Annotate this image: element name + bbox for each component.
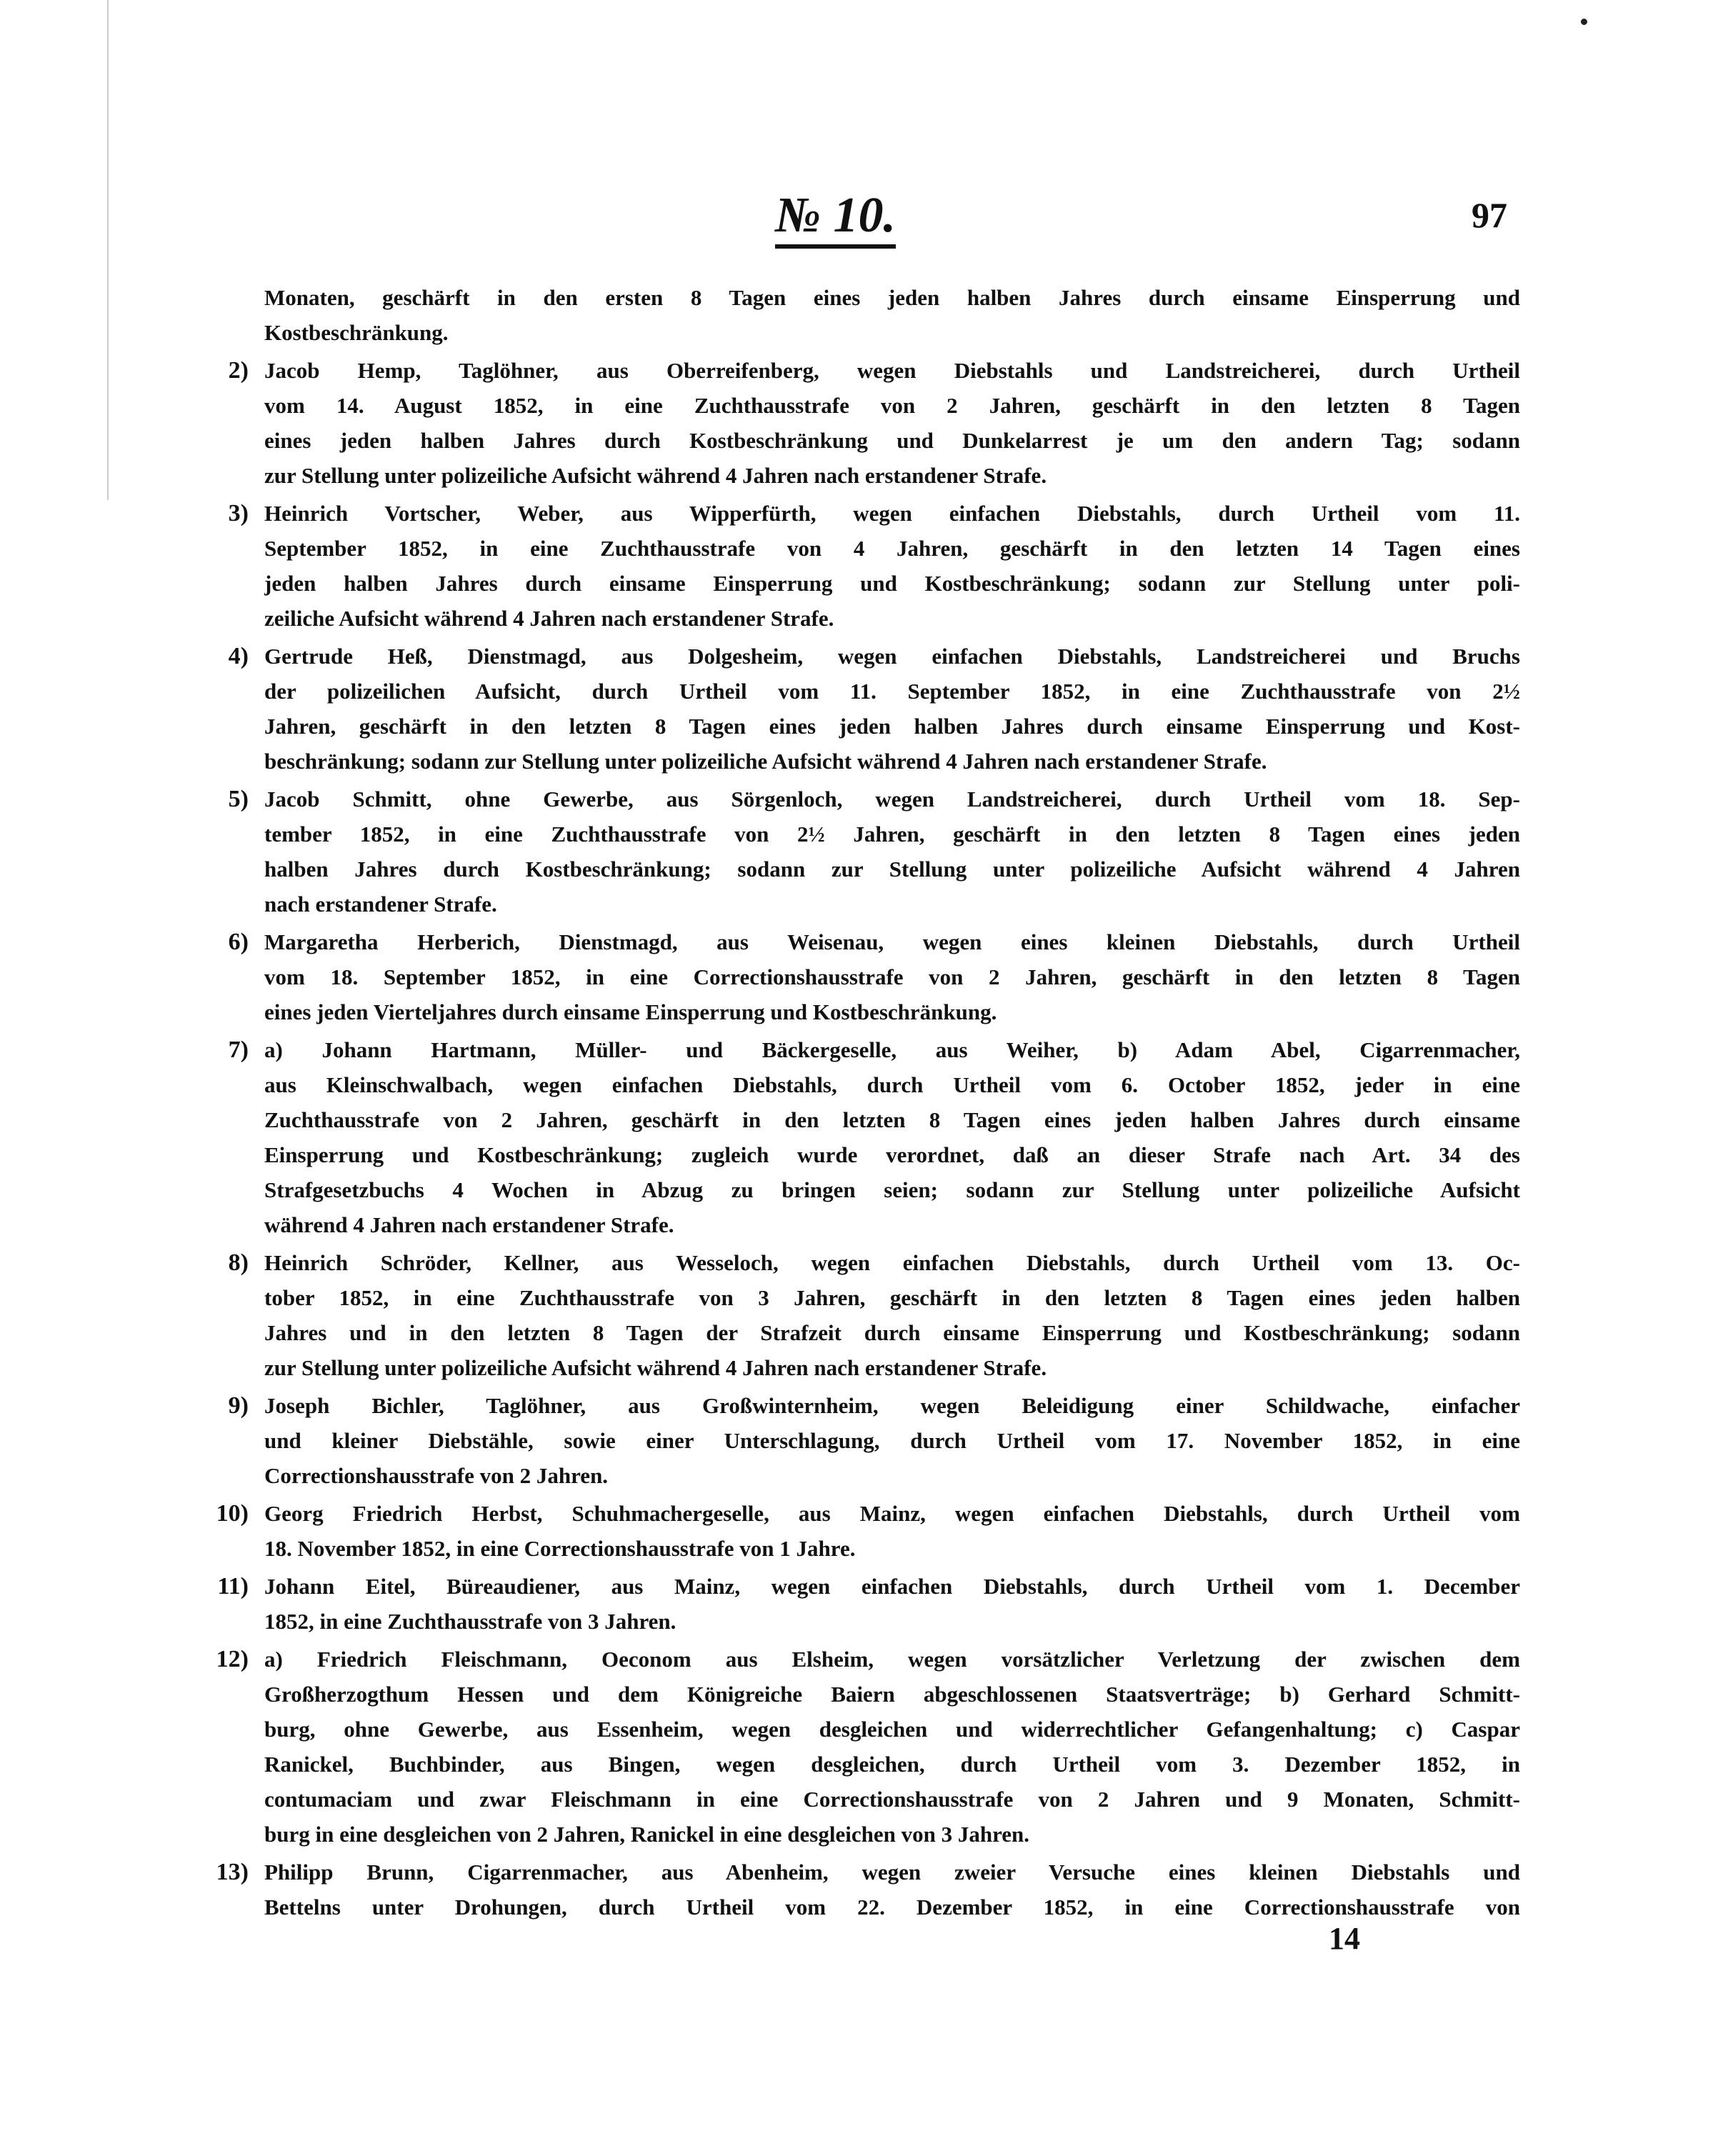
list-item: [186, 496, 1520, 636]
item-text: [264, 1496, 1520, 1566]
item-number: 12): [216, 1646, 249, 1672]
text-line: während 4 Jahren nach erstandener Strafe.: [264, 1212, 674, 1237]
text-line: Ranickel, Buchbinder, aus Bingen, wegen desgleichen, durch Urtheil vom 3. Dezember 1852, in: [264, 1752, 1520, 1777]
text-line: Correctionshausstrafe von 2 Jahren.: [264, 1463, 609, 1488]
text-line: Margaretha Herberich, Dienstmagd, aus Weisenau, wegen eines kleinen Diebstahls, durch Urtheil: [264, 929, 1520, 954]
text-line: 18. November 1852, in eine Correctionshausstrafe von 1 Jahre.: [264, 1536, 856, 1561]
text-line: Johann Eitel, Büreaudiener, aus Mainz, wegen einfachen Diebstahls, durch Urtheil vom 1. December: [264, 1574, 1520, 1599]
text-line: Joseph Bichler, Taglöhner, aus Großwinternheim, wegen Beleidigung einer Schildwache, einfacher: [264, 1393, 1520, 1418]
list-item: [186, 924, 1520, 1029]
text-line: contumaciam und zwar Fleischmann in eine Correctionshausstrafe von 2 Jahren und 9 Monaten, Schmitt-: [264, 1787, 1520, 1812]
item-text: [264, 1388, 1520, 1493]
page-number: 97: [1472, 195, 1507, 235]
text-line: Bettelns unter Drohungen, durch Urtheil vom 22. Dezember 1852, in eine Correctionshausstrafe von: [264, 1895, 1520, 1920]
text-line: tober 1852, in eine Zuchthausstrafe von 3 Jahren, geschärft in den letzten 8 Tagen eines jeden halben: [264, 1285, 1520, 1310]
signature-mark: 14: [1329, 1921, 1360, 1956]
text-line: nach erstandener Strafe.: [264, 892, 497, 917]
item-number: 7): [228, 1037, 249, 1063]
text-line: Strafgesetzbuchs 4 Wochen in Abzug zu bringen seien; sodann zur Stellung unter polizeiliche Aufsicht: [264, 1177, 1520, 1202]
item-number: 11): [217, 1573, 249, 1599]
item-text: [264, 1855, 1520, 1925]
text-line: burg in eine desgleichen von 2 Jahren, Ranickel in eine desgleichen von 3 Jahren.: [264, 1822, 1030, 1847]
text-line: Großherzogthum Hessen und dem Königreiche Baiern abgeschlossenen Staatsverträge; b) Gerhard Schmitt-: [264, 1682, 1520, 1707]
text-line: zur Stellung unter polizeiliche Aufsicht während 4 Jahren nach erstandener Strafe.: [264, 463, 1047, 488]
text-line: Jacob Hemp, Taglöhner, aus Oberreifenberg, wegen Diebstahls und Landstreicherei, durch Urtheil: [264, 358, 1520, 383]
text-line: September 1852, in eine Zuchthausstrafe von 4 Jahren, geschärft in den letzten 14 Tagen eines: [264, 536, 1520, 561]
item-text: [264, 1569, 1520, 1639]
text-line: zeiliche Aufsicht während 4 Jahren nach erstandener Strafe.: [264, 606, 834, 631]
text-line: eines jeden halben Jahres durch Kostbeschränkung und Dunkelarrest je um den andern Tag; sodann: [264, 428, 1520, 453]
item-text: [264, 782, 1520, 922]
text-line: Monaten, geschärft in den ersten 8 Tagen eines jeden halben Jahres durch einsame Einsperrung und: [264, 285, 1520, 310]
text-line: Jahres und in den letzten 8 Tagen der Strafzeit durch einsame Einsperrung und Kostbeschränkung; sodann: [264, 1320, 1520, 1345]
list-item: [186, 1855, 1520, 1925]
text-line: Jacob Schmitt, ohne Gewerbe, aus Sörgenloch, wegen Landstreicherei, durch Urtheil vom 18. Sep-: [264, 787, 1520, 812]
text-line: a) Johann Hartmann, Müller- und Bäckergeselle, aus Weiher, b) Adam Abel, Cigarrenmacher,: [264, 1037, 1520, 1062]
text-line: burg, ohne Gewerbe, aus Essenheim, wegen desgleichen und widerrechtlicher Gefangenhaltung; c) Caspar: [264, 1717, 1520, 1742]
item-number: 6): [228, 929, 249, 955]
issue-number: [775, 187, 896, 244]
list-item: [186, 280, 1520, 350]
list-item: [186, 1496, 1520, 1566]
item-text: [264, 1032, 1520, 1242]
item-number: 9): [228, 1392, 249, 1419]
list-item: [186, 1642, 1520, 1852]
text-line: Georg Friedrich Herbst, Schuhmachergeselle, aus Mainz, wegen einfachen Diebstahls, durch Urtheil vom: [264, 1501, 1520, 1526]
text-line: Heinrich Vortscher, Weber, aus Wipperfürth, wegen einfachen Diebstahls, durch Urtheil vom 11.: [264, 501, 1520, 526]
item-text: [264, 496, 1520, 636]
list-item: [186, 782, 1520, 922]
item-number: 3): [228, 500, 249, 526]
text-line: Kostbeschränkung.: [264, 320, 449, 345]
text-line: der polizeilichen Aufsicht, durch Urtheil vom 11. September 1852, in eine Zuchthausstrafe von 2½: [264, 679, 1520, 704]
text-line: Jahren, geschärft in den letzten 8 Tagen eines jeden halben Jahres durch einsame Einsperrung und Kost-: [264, 714, 1520, 739]
text-line: vom 14. August 1852, in eine Zuchthausstrafe von 2 Jahren, geschärft in den letzten 8 Tagen: [264, 393, 1520, 418]
item-number: 8): [228, 1249, 249, 1276]
text-line: jeden halben Jahres durch einsame Einsperrung und Kostbeschränkung; sodann zur Stellung unter poli-: [264, 571, 1520, 596]
text-line: und kleiner Diebstähle, sowie einer Unterschlagung, durch Urtheil vom 17. November 1852, in eine: [264, 1428, 1520, 1453]
item-number: 5): [228, 786, 249, 812]
text-line: Einsperrung und Kostbeschränkung; zugleich wurde verordnet, daß an dieser Strafe nach Art. 34 des: [264, 1142, 1520, 1167]
text-line: 1852, in eine Zuchthausstrafe von 3 Jahren.: [264, 1609, 676, 1634]
item-number: 13): [216, 1859, 249, 1885]
list-item: [186, 1032, 1520, 1242]
list-item: [186, 1388, 1520, 1493]
text-line: zur Stellung unter polizeiliche Aufsicht während 4 Jahren nach erstandener Strafe.: [264, 1355, 1047, 1380]
item-text: [264, 924, 1520, 1029]
list-item: [186, 353, 1520, 493]
text-line: vom 18. September 1852, in eine Correctionshausstrafe von 2 Jahren, geschärft in den letzten 8 Tagen: [264, 964, 1520, 989]
item-text: [264, 353, 1520, 493]
text-line: beschränkung; sodann zur Stellung unter polizeiliche Aufsicht während 4 Jahren nach erstandener Strafe.: [264, 749, 1267, 774]
list-item: [186, 639, 1520, 779]
text-line: Gertrude Heß, Dienstmagd, aus Dolgesheim, wegen einfachen Diebstahls, Landstreicherei und Bruchs: [264, 644, 1520, 669]
list-item: [186, 1569, 1520, 1639]
item-number: 10): [216, 1500, 249, 1527]
issue-number-underline: [775, 244, 896, 249]
text-line: Philipp Brunn, Cigarrenmacher, aus Abenheim, wegen zweier Versuche eines kleinen Diebstahls und: [264, 1860, 1520, 1885]
item-number: [186, 280, 264, 350]
item-text: [264, 1245, 1520, 1385]
text-line: tember 1852, in eine Zuchthausstrafe von 2½ Jahren, geschärft in den letzten 8 Tagen eines jeden: [264, 822, 1520, 847]
text-line: halben Jahres durch Kostbeschränkung; sodann zur Stellung unter polizeiliche Aufsicht während 4 Jahren: [264, 857, 1520, 882]
item-text: [264, 1642, 1520, 1852]
document-body: [186, 280, 1520, 1927]
list-item: [186, 1245, 1520, 1385]
text-line: Heinrich Schröder, Kellner, aus Wesseloch, wegen einfachen Diebstahls, durch Urtheil vom 13. Oc-: [264, 1250, 1520, 1275]
text-line: Zuchthausstrafe von 2 Jahren, geschärft in den letzten 8 Tagen eines jeden halben Jahres durch einsame: [264, 1107, 1520, 1132]
text-line: a) Friedrich Fleischmann, Oeconom aus Elsheim, wegen vorsätzlicher Verletzung der zwischen dem: [264, 1647, 1520, 1672]
ink-spot: [1581, 19, 1587, 25]
item-number: 4): [228, 643, 249, 669]
item-number: 2): [228, 357, 249, 384]
text-line: aus Kleinschwalbach, wegen einfachen Diebstahls, durch Urtheil vom 6. October 1852, jeder in eine: [264, 1072, 1520, 1097]
text-line: eines jeden Vierteljahres durch einsame Einsperrung und Kostbeschränkung.: [264, 999, 997, 1024]
issue-number-text: № 10.: [775, 188, 897, 243]
item-text: [264, 280, 1520, 350]
item-text: [264, 639, 1520, 779]
page-edge-line: [107, 0, 109, 500]
